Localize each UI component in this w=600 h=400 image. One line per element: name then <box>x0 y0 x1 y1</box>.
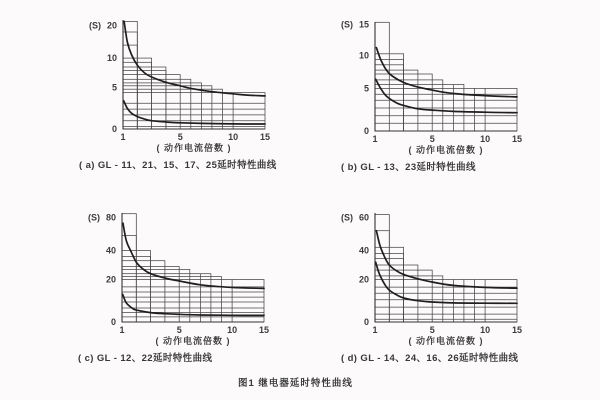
x-tick-label: 5 <box>176 325 182 335</box>
x-tick-label: 5 <box>177 132 183 142</box>
y-tick-label: 20 <box>105 274 116 285</box>
y-tick-label: 0 <box>363 317 369 327</box>
x-tick-label: 10 <box>480 134 491 144</box>
chart-a <box>79 12 300 174</box>
y-tick-label: 20 <box>106 20 117 31</box>
x-tick-label: 15 <box>259 132 271 142</box>
grid-steps <box>375 22 517 131</box>
axes <box>122 213 264 322</box>
chart-b-plot <box>337 14 552 146</box>
y-tick-label: 10 <box>106 53 117 64</box>
x-tick-label: 10 <box>228 132 239 142</box>
x-tick-label: 15 <box>511 134 523 144</box>
y-axis-unit-label: (S) <box>88 212 100 223</box>
lower-time-curve <box>376 262 517 303</box>
y-tick-label: 10 <box>358 50 369 61</box>
y-tick-label: 60 <box>358 212 369 223</box>
chart-d <box>337 205 552 367</box>
tick-labels <box>341 212 522 335</box>
x-tick-label: 15 <box>258 325 270 335</box>
chart-d-xaxis-title: ( 动作电流倍数 ) <box>408 336 484 346</box>
chart-d-caption: ( d) GL - 14、24、16、26延时特性曲线 <box>341 353 519 364</box>
axes <box>375 22 517 131</box>
tick-labels <box>341 20 522 144</box>
x-tick-label: 10 <box>227 325 238 335</box>
upper-time-curve <box>376 48 517 97</box>
axes <box>375 213 517 322</box>
y-tick-label: 15 <box>358 19 369 30</box>
x-tick-label: 1 <box>119 325 125 335</box>
grid-steps <box>122 214 264 322</box>
chart-c-plot <box>84 205 299 337</box>
y-tick-label: 5 <box>111 82 117 93</box>
y-tick-label: 20 <box>358 274 369 285</box>
x-tick-label: 1 <box>372 325 378 335</box>
y-tick-label: 0 <box>110 317 116 327</box>
x-tick-label: 5 <box>429 325 435 335</box>
x-tick-label: 10 <box>480 325 491 335</box>
x-tick-label: 1 <box>120 132 126 142</box>
x-tick-label: 15 <box>511 325 523 335</box>
figure-caption: 图1 继电器延时特性曲线 <box>238 378 353 389</box>
x-tick-label: 1 <box>372 134 378 144</box>
y-tick-label: 40 <box>358 245 369 256</box>
upper-time-curve <box>123 223 264 288</box>
chart-c-caption: ( c) GL - 12、22延时特性曲线 <box>78 353 213 364</box>
y-axis-unit-label: (S) <box>89 20 101 31</box>
chart-c <box>78 205 299 367</box>
chart-c-xaxis-title: ( 动作电流倍数 ) <box>155 336 231 346</box>
y-axis-unit-label: (S) <box>341 19 353 30</box>
y-axis-unit-label: (S) <box>341 212 353 223</box>
y-tick-label: 80 <box>105 212 116 223</box>
chart-b <box>337 14 552 176</box>
y-tick-label: 5 <box>363 83 369 94</box>
chart-d-plot <box>337 205 552 337</box>
upper-time-curve <box>124 21 265 96</box>
grid-steps <box>375 215 517 323</box>
grid-steps <box>123 21 265 129</box>
y-tick-label: 40 <box>105 245 116 256</box>
x-tick-label: 5 <box>429 134 435 144</box>
y-tick-label: 0 <box>111 124 117 134</box>
chart-a-caption: ( a) GL - 11、21、15、17、25延时特性曲线 <box>79 160 277 171</box>
chart-a-xaxis-title: ( 动作电流倍数 ) <box>156 143 232 153</box>
chart-b-xaxis-title: ( 动作电流倍数 ) <box>408 145 484 155</box>
chart-a-plot <box>85 12 300 144</box>
y-tick-label: 0 <box>363 126 369 136</box>
chart-b-caption: ( b) GL - 13、23延时特性曲线 <box>341 162 476 173</box>
